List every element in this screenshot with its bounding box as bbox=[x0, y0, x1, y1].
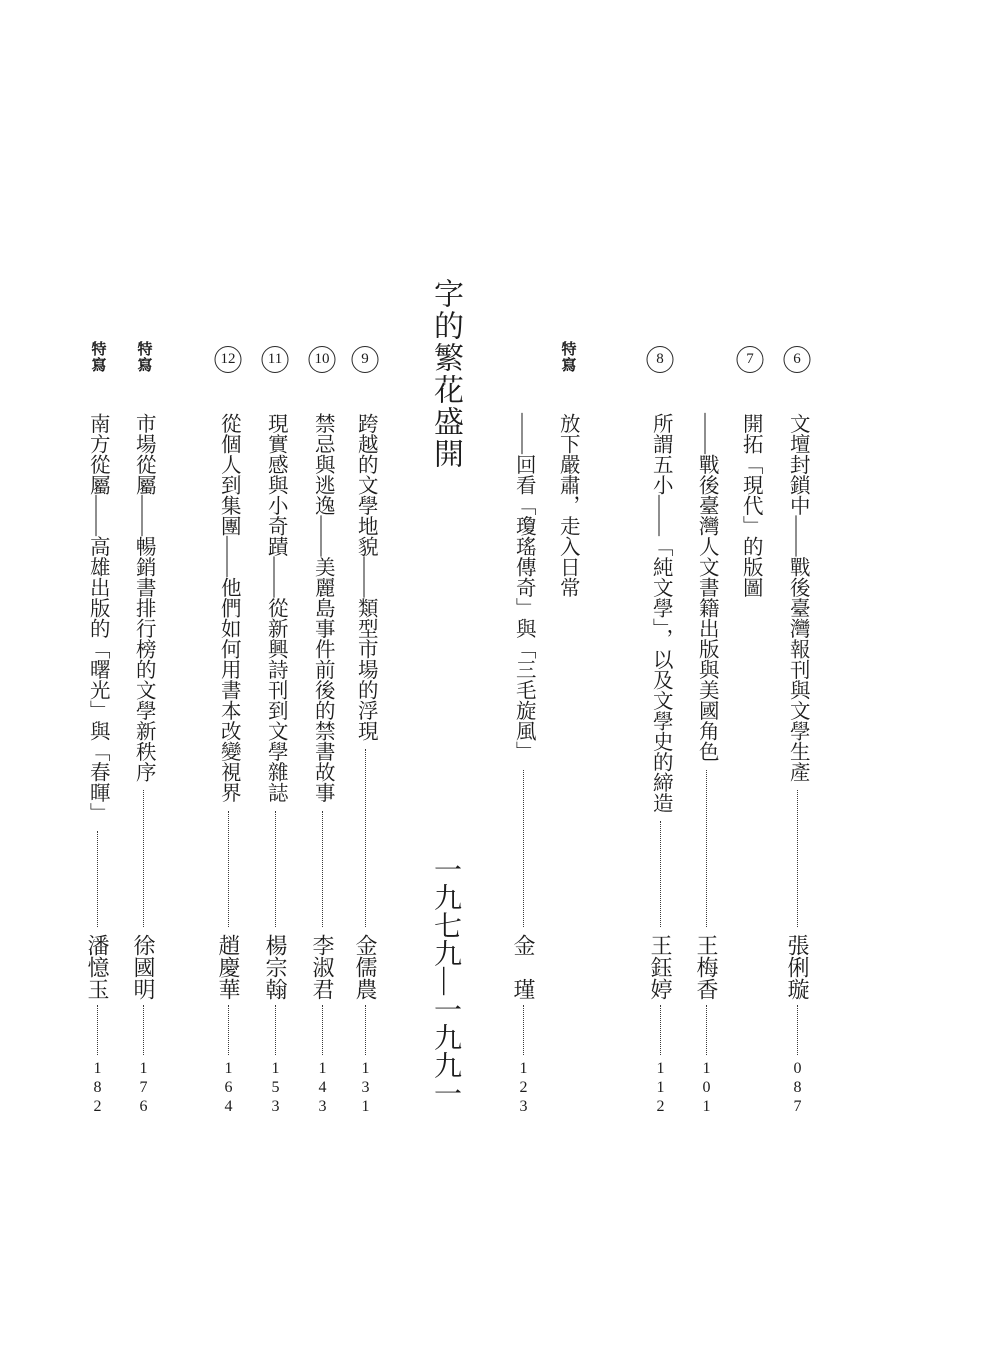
chapter-number-marker: 6 bbox=[784, 346, 811, 373]
dot-leader bbox=[228, 811, 229, 928]
dot-leader bbox=[275, 811, 276, 928]
entry-row bbox=[259, 413, 291, 1117]
entry-title: 禁忌與逃逸——美麗島事件前後的禁書故事 bbox=[311, 413, 334, 803]
dot-leader bbox=[365, 749, 366, 927]
dot-leader bbox=[365, 1005, 366, 1055]
dot-leader bbox=[97, 831, 98, 927]
feature-label: 特寫 bbox=[135, 341, 152, 373]
entry-title: 市場從屬——暢銷書排行榜的文學新秩序 bbox=[132, 413, 155, 782]
entry-author: 金 瑾 bbox=[511, 934, 536, 1000]
toc-feature-entry bbox=[81, 0, 113, 1353]
entry-page-number: 131 bbox=[357, 1060, 374, 1117]
dot-leader bbox=[706, 770, 707, 928]
toc-entry-6 bbox=[781, 0, 813, 1353]
dot-leader bbox=[797, 1005, 798, 1055]
entry-row bbox=[644, 413, 676, 1117]
dot-leader bbox=[143, 1005, 144, 1055]
entry-page-number: 143 bbox=[314, 1060, 331, 1117]
entry-row bbox=[781, 413, 813, 1117]
toc-entry-12 bbox=[212, 0, 244, 1353]
entry-row bbox=[81, 413, 113, 1117]
entry-row bbox=[349, 413, 381, 1117]
entry-subtitle: ——回看「瓊瑤傳奇」與「三毛旋風」 bbox=[512, 413, 535, 762]
entry-row bbox=[212, 413, 244, 1117]
section-heading bbox=[427, 0, 463, 1353]
entry-row bbox=[127, 413, 159, 1117]
entry-title: 所謂五小——「純文學」，以及文學史的締造 bbox=[649, 413, 672, 813]
entry-row bbox=[551, 413, 583, 1117]
toc-entry-7-subtitle bbox=[690, 0, 722, 1353]
entry-author: 金儒農 bbox=[353, 934, 378, 1000]
toc-entry-10 bbox=[306, 0, 338, 1353]
entry-author: 趙慶華 bbox=[216, 934, 241, 1000]
chapter-number-marker: 9 bbox=[352, 346, 379, 373]
dot-leader bbox=[523, 770, 524, 928]
chapter-number-marker: 11 bbox=[262, 346, 289, 373]
dot-leader bbox=[706, 1005, 707, 1055]
dot-leader bbox=[97, 1005, 98, 1055]
dot-leader bbox=[143, 790, 144, 927]
entry-page-number: 153 bbox=[267, 1060, 284, 1117]
entry-row bbox=[734, 413, 766, 1117]
dot-leader bbox=[660, 1005, 661, 1055]
entry-author: 李淑君 bbox=[310, 934, 335, 1000]
entry-page-number: 087 bbox=[789, 1060, 806, 1117]
entry-row bbox=[507, 413, 539, 1117]
entry-author: 張俐璇 bbox=[785, 934, 810, 1000]
section-title: 字的繁花盛開 bbox=[429, 278, 462, 470]
entry-author: 徐國明 bbox=[131, 934, 156, 1000]
chapter-number-marker: 10 bbox=[309, 346, 336, 373]
dot-leader bbox=[797, 790, 798, 927]
entry-subtitle: ——戰後臺灣人文書籍出版與美國角色 bbox=[695, 413, 718, 762]
dot-leader bbox=[275, 1005, 276, 1055]
dot-leader bbox=[523, 1005, 524, 1055]
toc-entry-9 bbox=[349, 0, 381, 1353]
entry-page-number: 164 bbox=[220, 1060, 237, 1117]
entry-title: 從個人到集團——他們如何用書本改變視界 bbox=[217, 413, 240, 803]
entry-author: 王鈺婷 bbox=[648, 934, 673, 1000]
entry-page-number: 176 bbox=[135, 1060, 152, 1117]
entry-title: 文壇封鎖中——戰後臺灣報刊與文學生產 bbox=[786, 413, 809, 782]
entry-page-number: 101 bbox=[698, 1060, 715, 1117]
toc-feature-entry-subtitle bbox=[507, 0, 539, 1353]
dot-leader bbox=[228, 1005, 229, 1055]
entry-title: 開拓「現代」的版圖 bbox=[739, 413, 762, 598]
feature-label: 特寫 bbox=[89, 341, 106, 373]
chapter-number-marker: 8 bbox=[647, 346, 674, 373]
feature-label: 特寫 bbox=[559, 341, 576, 373]
dot-leader bbox=[322, 811, 323, 928]
entry-page-number: 123 bbox=[515, 1060, 532, 1117]
entry-page-number: 112 bbox=[652, 1060, 669, 1117]
entry-title: 現實感與小奇蹟——從新興詩刊到文學雜誌 bbox=[264, 413, 287, 803]
toc-entry-11 bbox=[259, 0, 291, 1353]
entry-title: 放下嚴肅，走入日常 bbox=[556, 413, 579, 598]
chapter-number-marker: 7 bbox=[737, 346, 764, 373]
chapter-number-marker: 12 bbox=[215, 346, 242, 373]
entry-page-number: 182 bbox=[89, 1060, 106, 1117]
dot-leader bbox=[660, 821, 661, 927]
toc-feature-entry bbox=[551, 0, 583, 1353]
entry-author: 王梅香 bbox=[694, 934, 719, 1000]
entry-title: 跨越的文學地貌——類型市場的浮現 bbox=[354, 413, 377, 741]
section-years: 一九七九—一九九一 bbox=[430, 855, 461, 1107]
toc-entry-7 bbox=[734, 0, 766, 1353]
entry-title: 南方從屬——高雄出版的「曙光」與「春暉」 bbox=[86, 413, 109, 823]
dot-leader bbox=[322, 1005, 323, 1055]
entry-row bbox=[690, 413, 722, 1117]
entry-row bbox=[306, 413, 338, 1117]
toc-feature-entry bbox=[127, 0, 159, 1353]
entry-author: 潘憶玉 bbox=[85, 934, 110, 1000]
toc-entry-8 bbox=[644, 0, 676, 1353]
entry-author: 楊宗翰 bbox=[263, 934, 288, 1000]
